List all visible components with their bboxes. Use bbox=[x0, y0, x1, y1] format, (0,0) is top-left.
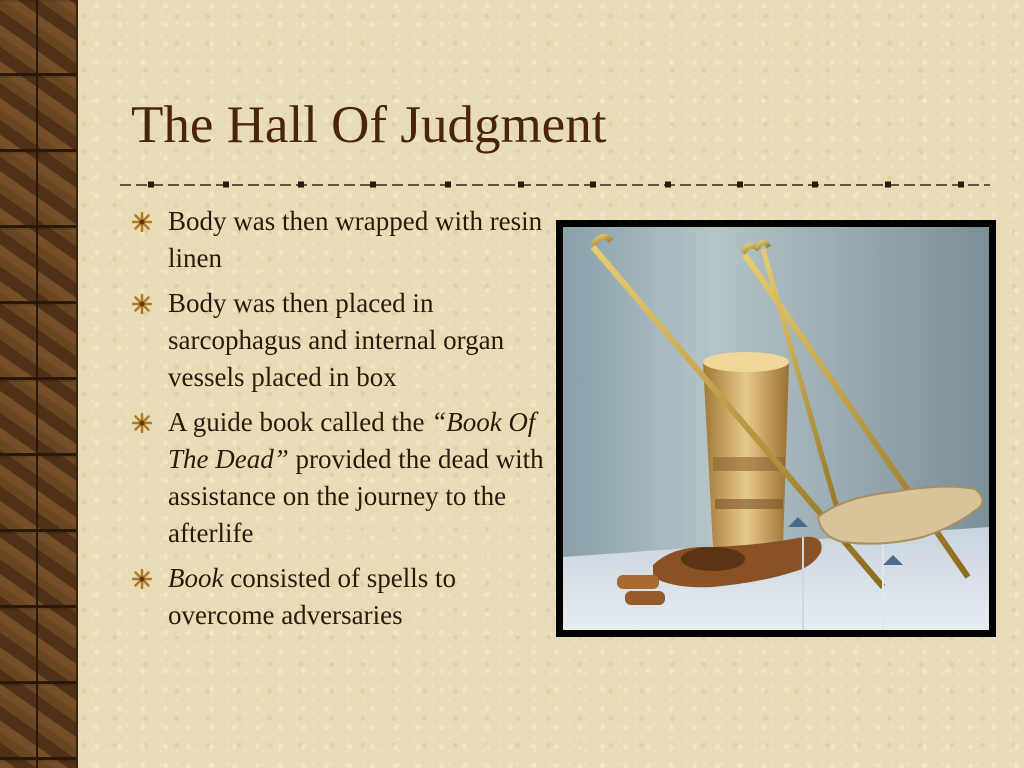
bullet-item bbox=[130, 203, 550, 277]
bullet-text-post: consisted of spells to overcome adversaries bbox=[168, 563, 456, 630]
bullet-item bbox=[130, 285, 550, 396]
bullet-item bbox=[130, 404, 550, 552]
sidebar-edge bbox=[76, 0, 78, 768]
bullet-text: Body was then wrapped with resin linen bbox=[168, 206, 543, 273]
book-italic: Book bbox=[168, 563, 224, 593]
asterisk-star-icon bbox=[132, 212, 152, 232]
bullet-text-pre: A guide book called the bbox=[168, 407, 432, 437]
slide-title: The Hall Of Judgment bbox=[131, 96, 607, 154]
sidebar-grid bbox=[0, 0, 78, 768]
photo-frame bbox=[556, 220, 996, 637]
bullet-text: Body was then placed in sarcophagus and internal organ vessels placed in box bbox=[168, 288, 505, 392]
asterisk-star-icon bbox=[132, 569, 152, 589]
bullet-list bbox=[130, 203, 550, 642]
bullet-item bbox=[130, 560, 550, 634]
asterisk-star-icon bbox=[132, 413, 152, 433]
book-title-italic: “Book Of The Dead” bbox=[168, 407, 536, 474]
title-divider bbox=[120, 178, 990, 192]
bullet-text-post: provided the dead with assistance on the journey to the afterlife bbox=[168, 444, 544, 548]
egyptian-artifacts-photo bbox=[563, 227, 989, 630]
asterisk-star-icon bbox=[132, 294, 152, 314]
